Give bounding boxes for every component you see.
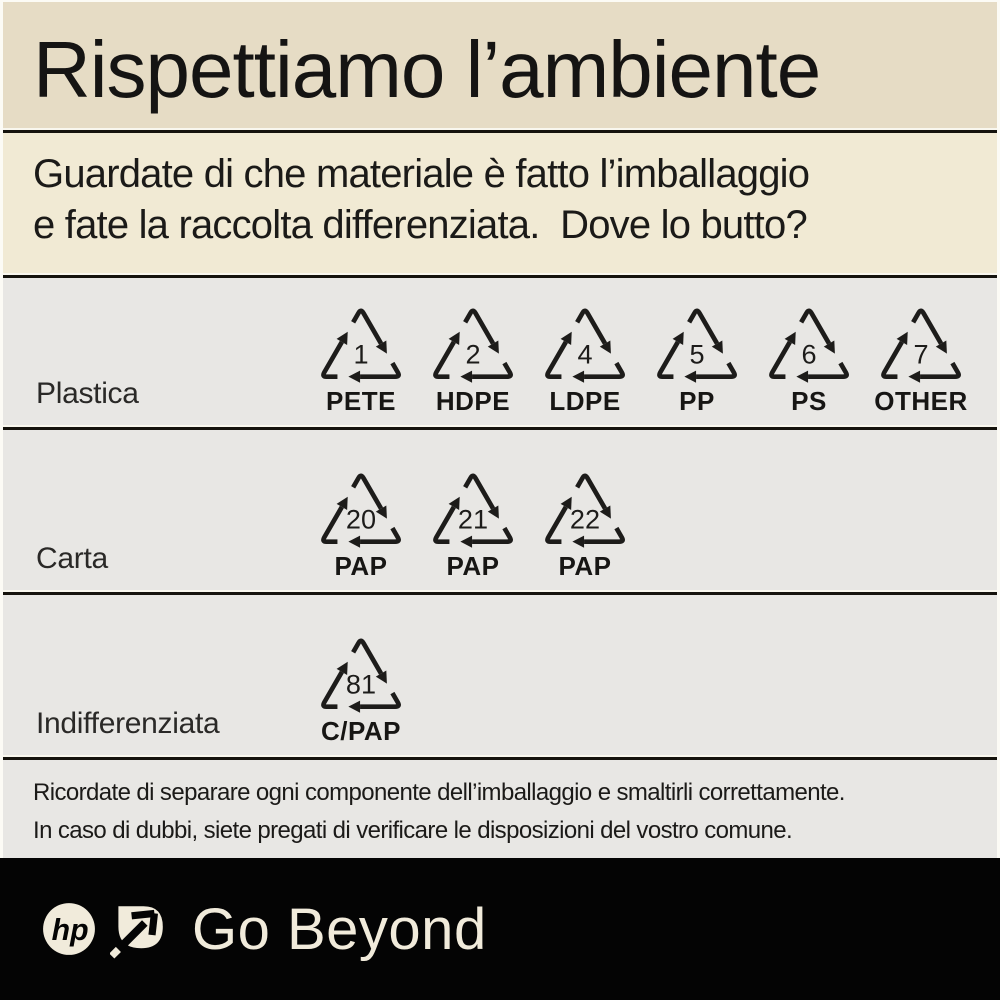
recycling-triangle-icon — [314, 300, 408, 386]
plastica-symbols — [305, 300, 977, 415]
material-code: OTHER — [874, 386, 968, 416]
symbol-number: 7 — [913, 338, 929, 370]
brand-bar — [0, 858, 1000, 1000]
note-section — [3, 760, 997, 858]
symbol-number: 81 — [345, 668, 377, 700]
material-code: PP — [679, 386, 715, 416]
symbol-number: 21 — [457, 503, 489, 535]
material-code: LDPE — [549, 386, 621, 416]
recycling-symbol-pap-22 — [529, 465, 641, 580]
symbol-number: 4 — [577, 338, 593, 370]
brand-tagline: Go Beyond — [192, 896, 487, 962]
material-code: PAP — [446, 551, 500, 581]
symbol-number: 20 — [345, 503, 377, 535]
note-line-1: Ricordate di separare ogni componente dell’imballaggio e smaltirli correttamente. — [33, 779, 845, 806]
recycling-symbol-pap-21 — [417, 465, 529, 580]
recycling-symbol-cpap-81 — [305, 630, 417, 745]
hp-logo-icon — [42, 902, 96, 956]
recycling-symbol-ldpe — [529, 300, 641, 415]
symbol-number: 22 — [569, 503, 601, 535]
row-plastica — [3, 278, 997, 425]
indifferenziata-symbols — [305, 630, 417, 745]
recycling-symbol-ps — [753, 300, 865, 415]
recycling-symbol-other — [865, 300, 977, 415]
recycling-symbol-pp — [641, 300, 753, 415]
material-code: C/PAP — [320, 716, 402, 746]
intro-line-1: Guardate di che materiale è fatto l’imballaggio — [33, 152, 810, 196]
recycling-symbol-hdpe — [417, 300, 529, 415]
hp-logo-text: hp — [51, 913, 89, 947]
row-indifferenziata — [3, 595, 997, 755]
recycling-triangle-icon — [314, 630, 408, 716]
recycling-triangle-icon — [538, 465, 632, 551]
page-title: Rispettiamo l’ambiente — [33, 25, 821, 114]
note-line-2: In caso di dubbi, siete pregati di verificare le disposizioni del vostro comune. — [33, 817, 793, 844]
go-beyond-arrow-icon — [110, 899, 170, 959]
row-label-indifferenziata: Indifferenziata — [36, 707, 220, 740]
recycling-triangle-icon — [314, 465, 408, 551]
row-carta — [3, 430, 997, 590]
symbol-number: 2 — [465, 338, 481, 370]
row-label-plastica: Plastica — [36, 377, 139, 410]
material-code: PAP — [334, 551, 388, 581]
recycling-triangle-icon — [762, 300, 856, 386]
material-code: HDPE — [435, 386, 511, 416]
symbol-number: 5 — [689, 338, 705, 370]
symbol-number: 6 — [801, 338, 817, 370]
symbol-number: 1 — [353, 338, 369, 370]
recycling-triangle-icon — [426, 300, 520, 386]
intro-line-2: e fate la raccolta differenziata. Dove lo butto? — [33, 203, 807, 247]
recycling-symbol-pap-20 — [305, 465, 417, 580]
material-code: PS — [791, 386, 827, 416]
recycling-triangle-icon — [874, 300, 968, 386]
intro-section — [3, 133, 997, 273]
recycling-triangle-icon — [538, 300, 632, 386]
recycling-symbol-pete — [305, 300, 417, 415]
carta-symbols — [305, 465, 641, 580]
recycling-triangle-icon — [650, 300, 744, 386]
material-code: PAP — [558, 551, 612, 581]
row-label-carta: Carta — [36, 542, 108, 575]
title-section — [3, 2, 997, 128]
recycling-triangle-icon — [426, 465, 520, 551]
material-code: PETE — [326, 386, 396, 416]
